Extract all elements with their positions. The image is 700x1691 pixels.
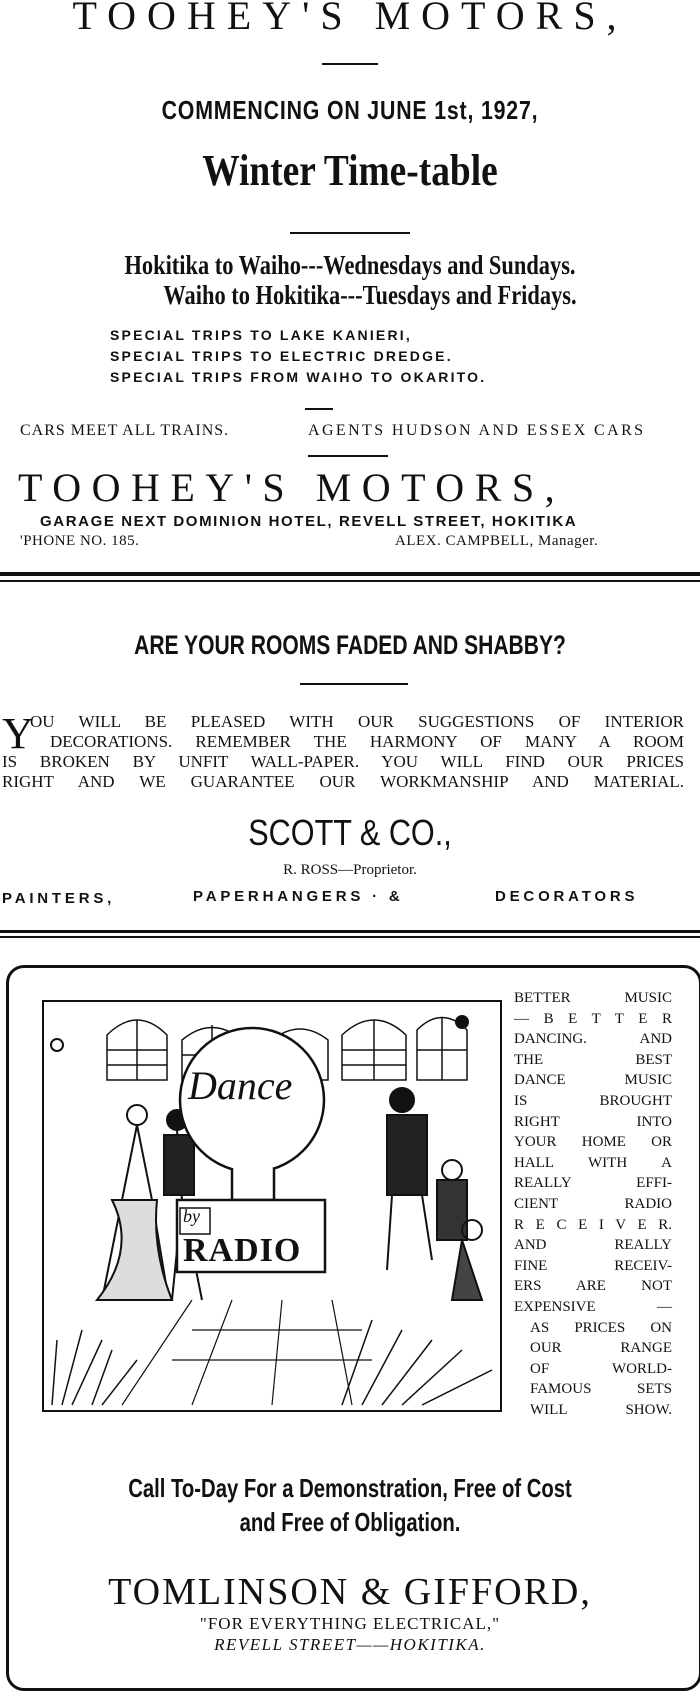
divider [322, 63, 378, 65]
side-line: BETTER MUSIC [514, 990, 672, 1006]
side-line: CIENT RADIO [514, 1195, 672, 1212]
commencing-date: COMMENCING ON JUNE 1st, 1927, [161, 95, 539, 125]
side-line: AS PRICES ON [530, 1319, 672, 1336]
side-line: YOUR HOME OR [514, 1134, 672, 1151]
tomlinson-company-name: TOMLINSON & GIFFORD, [108, 1571, 592, 1613]
section-rule [0, 936, 700, 938]
special-trip-dredge: SPECIAL TRIPS TO ELECTRIC DREDGE. [110, 348, 453, 364]
trade-painters: PAINTERS, [2, 890, 116, 907]
special-trip-okarito: SPECIAL TRIPS FROM WAIHO TO OKARITO. [110, 369, 487, 385]
side-line: HALL WITH A [514, 1154, 672, 1171]
section-rule [0, 930, 700, 933]
side-line: AND REALLY [514, 1237, 672, 1254]
cars-meet-trains: CARS MEET ALL TRAINS. [20, 422, 230, 439]
route-waiho-hokitika: Waiho to Hokitika---Tuesdays and Fridays. [163, 280, 577, 310]
tomlinson-address: REVELL STREET——HOKITIKA. [214, 1635, 486, 1654]
dance-word: Dance [188, 1063, 293, 1108]
section-rule [0, 580, 700, 582]
side-line: — B E T T E R [514, 1010, 672, 1027]
drop-cap: Y [2, 709, 34, 758]
special-trip-kanieri: SPECIAL TRIPS TO LAKE KANIERI, [110, 327, 412, 343]
side-line: EXPENSIVE — [514, 1298, 672, 1315]
divider [290, 232, 410, 234]
divider [300, 683, 408, 685]
toohey-title-top: TOOHEY'S MOTORS, [72, 0, 628, 38]
route-hokitika-waiho: Hokitika to Waiho---Wednesdays and Sundays. [124, 250, 576, 280]
call-today-line2: and Free of Obligation. [239, 1507, 461, 1537]
divider [308, 455, 388, 457]
body-line-2: DECORATIONS. REMEMBER THE HARMONY OF MANY A ROOM [50, 732, 684, 751]
side-line: DANCING. AND [514, 1031, 672, 1048]
side-line: THE BEST [514, 1051, 672, 1068]
side-line: IS BROUGHT [514, 1092, 672, 1109]
agents-hudson-essex: AGENTS HUDSON AND ESSEX CARS [308, 422, 646, 439]
toohey-title-bottom: TOOHEY'S MOTORS, [18, 465, 566, 510]
timetable-heading: Winter Time-table [202, 146, 498, 195]
side-line: ERS ARE NOT [514, 1278, 672, 1295]
side-line: FAMOUS SETS [530, 1381, 672, 1398]
radio-word: RADIO [183, 1232, 302, 1269]
trade-decorators: DECORATORS [495, 888, 639, 905]
body-line-4: RIGHT AND WE GUARANTEE OUR WORKMANSHIP AND MATERIAL. [2, 772, 684, 791]
by-word: by [183, 1206, 200, 1226]
side-line: WILL SHOW. [530, 1401, 672, 1418]
side-line: REALLY EFFI- [514, 1175, 672, 1192]
scott-company-name: SCOTT & CO., [248, 812, 452, 853]
proprietor: R. ROSS—Proprietor. [283, 862, 417, 878]
side-line: R E C E I V E R. [514, 1216, 672, 1233]
radio-side-text [514, 988, 672, 1420]
phone-number: 'PHONE NO. 185. [20, 533, 140, 549]
side-line: OUR RANGE [530, 1340, 672, 1357]
side-line: RIGHT INTO [514, 1113, 672, 1130]
body-line-1: OU WILL BE PLEASED WITH OUR SUGGESTIONS OF INTERIOR [30, 712, 684, 731]
trade-paperhangers: PAPERHANGERS · & [193, 888, 404, 905]
section-rule [0, 572, 700, 576]
call-today-line1: Call To-Day For a Demonstration, Free of Cost [128, 1473, 572, 1503]
divider [305, 408, 333, 410]
side-line: OF WORLD- [530, 1360, 672, 1377]
rooms-headline: ARE YOUR ROOMS FADED AND SHABBY? [134, 630, 566, 660]
side-line: DANCE MUSIC [514, 1072, 672, 1089]
side-line: FINE RECEIV- [514, 1257, 672, 1274]
manager-name: ALEX. CAMPBELL, Manager. [395, 533, 599, 549]
garage-address: GARAGE NEXT DOMINION HOTEL, REVELL STREET, HOKITIKA [40, 513, 578, 530]
body-line-3: IS BROKEN BY UNFIT WALL-PAPER. YOU WILL FIND OUR PRICES [2, 752, 684, 771]
electrical-slogan: "FOR EVERYTHING ELECTRICAL," [199, 1614, 501, 1633]
